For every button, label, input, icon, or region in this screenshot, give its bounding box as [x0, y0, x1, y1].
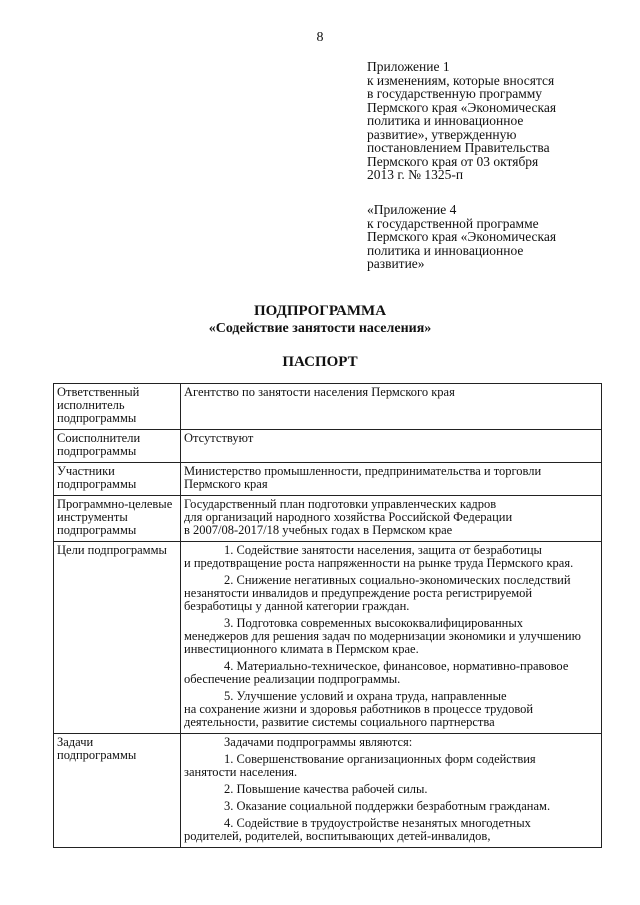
table-row [54, 542, 602, 734]
value-line: 3. Оказание социальной поддержки безработным гражданам. [224, 799, 551, 813]
value-line: 2. Повышение качества рабочей силы. [224, 782, 428, 796]
value-line: 2. Снижение негативных социально-экономических последствий [224, 573, 571, 587]
page-number: 8 [316, 30, 324, 45]
value-line: обеспечение реализации подпрограммы. [184, 672, 401, 686]
value-paragraph [184, 660, 598, 686]
row-label-cell [54, 542, 181, 734]
appendix-4-line: «Приложение 4 [367, 202, 457, 217]
value-line: Агентство по занятости населения Пермского края [184, 385, 455, 399]
row-label-line: подпрограммы [57, 523, 137, 537]
value-paragraph [184, 783, 598, 796]
appendix-1-line: политика и инновационное [367, 113, 524, 128]
value-paragraph [184, 498, 598, 537]
row-label-line: Ответственный [57, 385, 140, 399]
row-label-line: подпрограммы [57, 477, 137, 491]
table-row [54, 496, 602, 542]
value-line: Задачами подпрограммы являются: [224, 735, 413, 749]
appendix-1-line: в государственную программу [367, 86, 543, 101]
row-value-cell [181, 463, 602, 496]
value-line: 4. Материально-техническое, финансовое, нормативно-правовое [224, 659, 569, 673]
value-line: 3. Подготовка современных высококвалифицированных [224, 616, 523, 630]
row-label-line: подпрограммы [57, 444, 137, 458]
appendix-4-line: Пермского края «Экономическая [367, 229, 557, 244]
table-row [54, 463, 602, 496]
value-line: Пермского края [184, 477, 268, 491]
passport-heading: ПАСПОРТ [282, 354, 358, 370]
value-paragraph [184, 800, 598, 813]
subprogram-name: «Содействие занятости населения» [208, 321, 432, 336]
value-paragraph [184, 544, 598, 570]
appendix-1-line: постановлением Правительства [367, 140, 550, 155]
value-line: в 2007/08-2017/18 учебных годах в Пермском крае [184, 523, 453, 537]
passport-table [53, 383, 602, 848]
value-line: 5. Улучшение условий и охрана труда, направленные [224, 689, 507, 703]
subprogram-heading: ПОДПРОГРАММА [253, 303, 387, 319]
row-value-cell [181, 496, 602, 542]
value-paragraph [184, 690, 598, 729]
appendix-1-line: развитие», утвержденную [367, 126, 517, 142]
value-paragraph [184, 574, 598, 613]
appendix-1-line: 2013 г. № 1325-п [367, 167, 464, 182]
row-label-cell [54, 463, 181, 496]
value-line: Министерство промышленности, предпринимательства и торговли [184, 464, 542, 478]
passport-table-body [54, 384, 602, 848]
value-line: Государственный план подготовки управленческих кадров [184, 497, 497, 511]
value-line: для организаций народного хозяйства Российской Федерации [184, 510, 513, 524]
value-line: Отсутствуют [184, 431, 254, 445]
table-row [54, 430, 602, 463]
row-label-line: подпрограммы [57, 411, 137, 425]
appendix-4-line: развитие» [367, 256, 425, 271]
row-label-line: инструменты [57, 510, 128, 524]
value-paragraph [184, 386, 598, 399]
row-value-cell [181, 430, 602, 463]
row-label-line: Программно-целевые [57, 497, 173, 511]
value-line: незанятости инвалидов и предупреждение роста регистрируемой [184, 586, 533, 600]
value-line: безработицы у данной категории граждан. [184, 599, 410, 613]
value-paragraph [184, 617, 598, 656]
value-line: 1. Содействие занятости населения, защита от безработицы [224, 543, 542, 557]
row-label-cell [54, 430, 181, 463]
row-label-line: исполнитель [57, 398, 125, 412]
value-line: инвестиционного климата в Пермском крае. [184, 642, 419, 656]
row-label-line: Цели подпрограммы [57, 543, 167, 557]
appendix-4-block [367, 203, 617, 271]
appendix-1-line: Пермского края от 03 октября [367, 153, 539, 169]
row-value-cell [181, 734, 602, 848]
value-line: менеджеров для решения задач по модернизации экономики и улучшению [184, 629, 581, 643]
value-paragraph [184, 753, 598, 779]
appendix-1-line: Приложение 1 [367, 59, 450, 74]
value-paragraph [184, 736, 598, 749]
value-line: 4. Содействие в трудоустройстве незанятых многодетных [224, 816, 531, 830]
row-label-cell [54, 384, 181, 430]
row-value-cell [181, 384, 602, 430]
value-line: 1. Совершенствование организационных форм содействия [224, 752, 536, 766]
row-label-line: Участники [57, 464, 115, 478]
value-paragraph [184, 465, 598, 491]
row-label-line: подпрограммы [57, 748, 137, 762]
value-line: занятости населения. [184, 765, 298, 779]
appendix-4-line: политика и инновационное [367, 242, 524, 258]
table-row [54, 734, 602, 848]
table-row [54, 384, 602, 430]
appendix-1-line: Пермского края «Экономическая [367, 99, 557, 115]
value-line: на сохранение жизни и здоровья работников в процессе трудовой [184, 702, 534, 716]
appendix-1-block [367, 60, 617, 182]
value-line: родителей, родителей, воспитывающих детей-инвалидов, [184, 829, 491, 843]
row-label-cell [54, 734, 181, 848]
row-label-cell [54, 496, 181, 542]
value-line: и предотвращение роста напряженности на рынке труда Пермского края. [184, 556, 574, 570]
row-label-line: Соисполнители [57, 431, 141, 445]
row-value-cell [181, 542, 602, 734]
value-paragraph [184, 432, 598, 445]
appendix-1-line: к изменениям, которые вносятся [367, 72, 555, 88]
value-paragraph [184, 817, 598, 843]
row-label-line: Задачи [57, 735, 94, 749]
appendix-4-line: к государственной программе [367, 215, 539, 231]
value-line: деятельности, развитие системы социального партнерства [184, 715, 495, 729]
